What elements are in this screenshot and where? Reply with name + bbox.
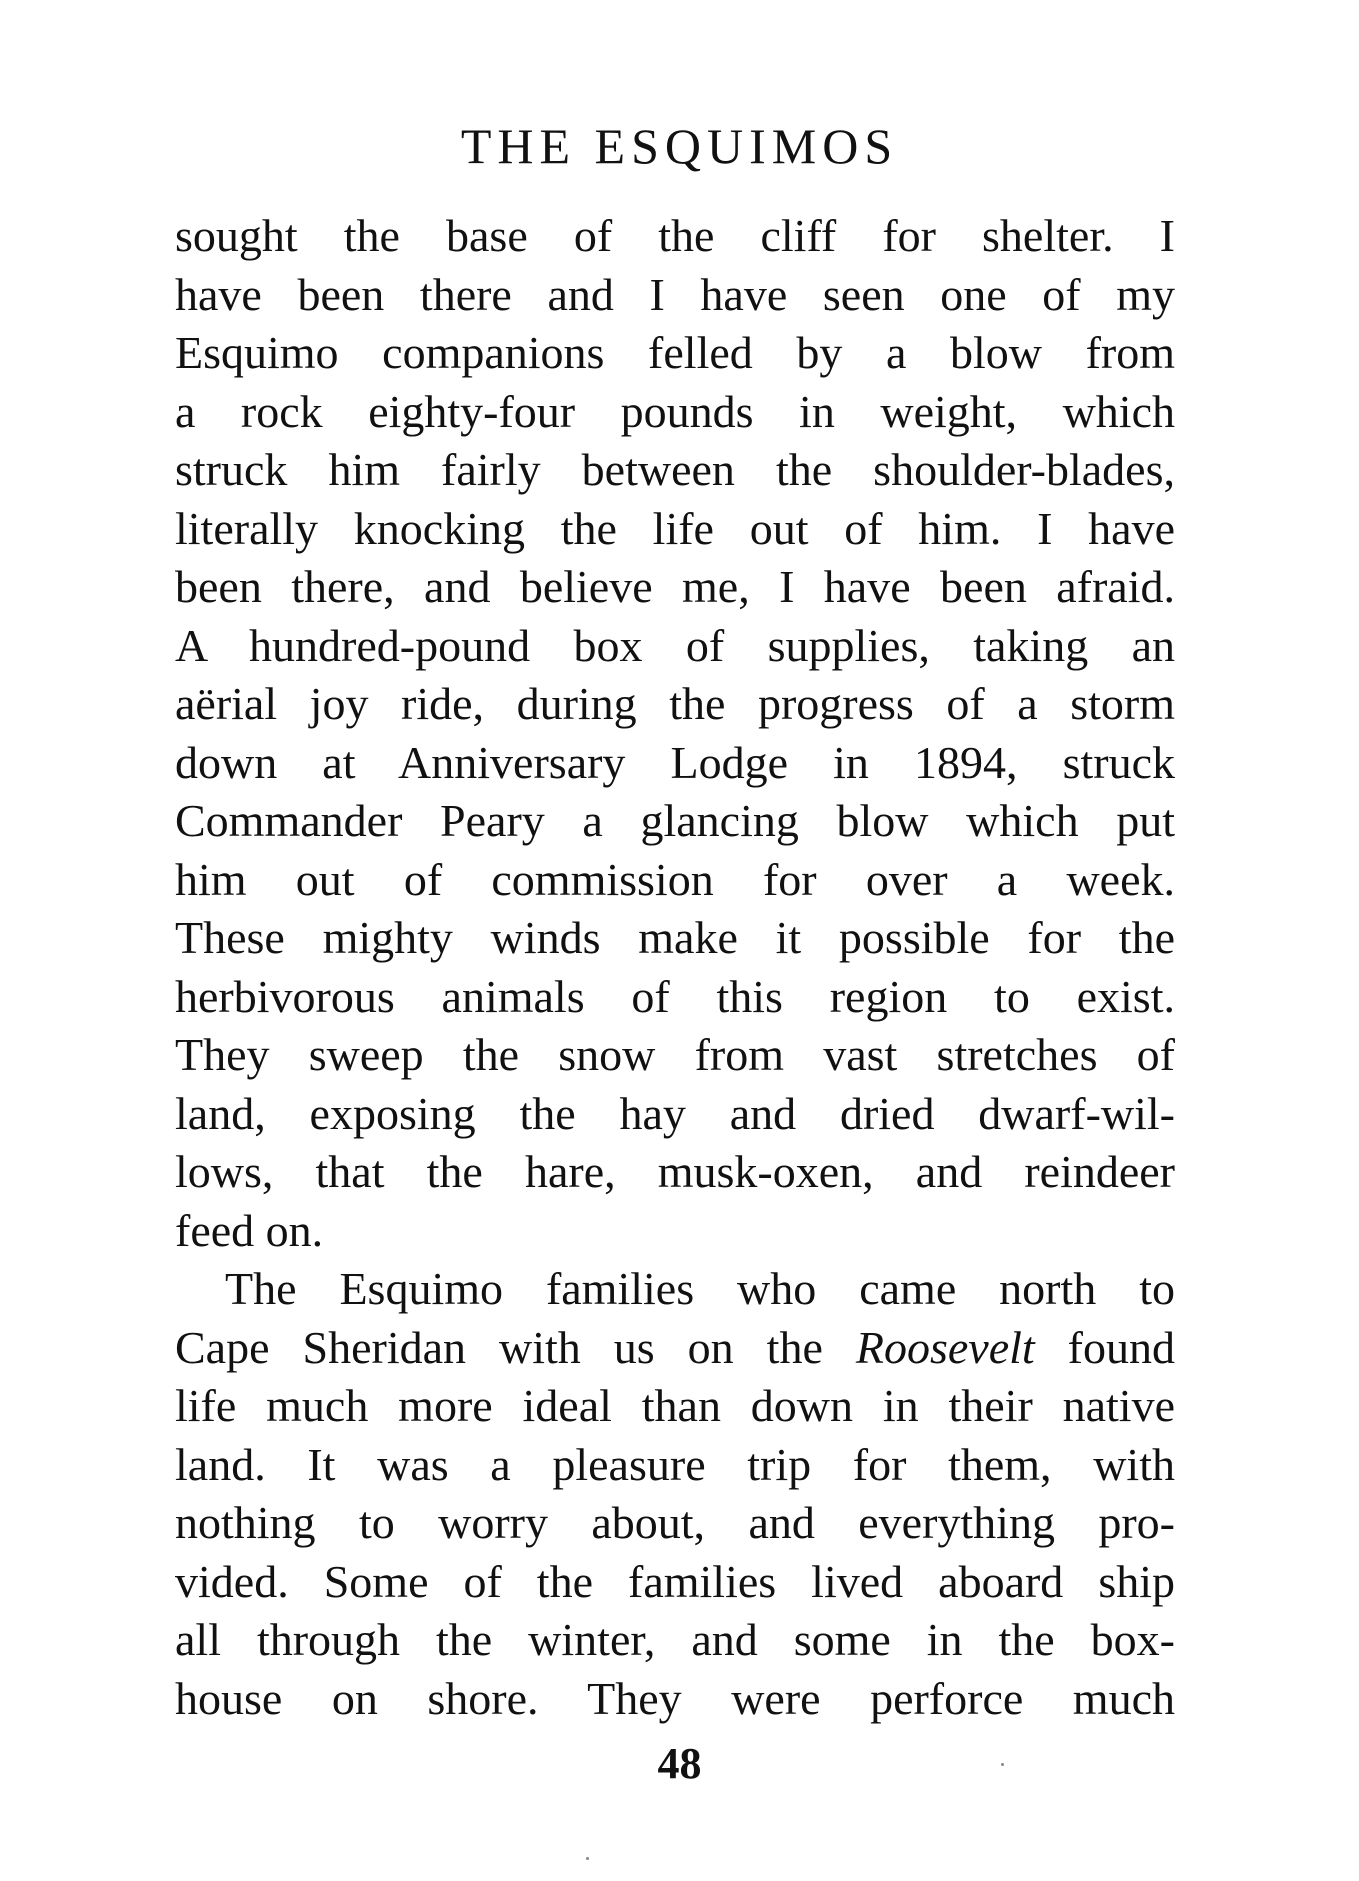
page-number: 48 — [657, 1739, 702, 1788]
text-line: land, exposing the hay and dried dwarf-wil- — [175, 1087, 1175, 1139]
text-line: feed on. — [175, 1204, 324, 1256]
body-text — [175, 207, 1175, 1728]
text-line: lows, that the hare, musk-oxen, and reindeer — [175, 1146, 1175, 1197]
text-line: Commander Peary a glancing blow which put — [175, 795, 1175, 846]
ship-name: Roosevelt — [855, 1321, 1035, 1373]
text-line: literally knocking the life out of him. I have — [175, 502, 1175, 554]
text-line: sought the base of the cliff for shelter. I — [175, 210, 1175, 261]
text-line: aërial joy ride, during the progress of a storm — [175, 678, 1175, 729]
text-line: A hundred-pound box of supplies, taking an — [175, 619, 1175, 671]
text-line: nothing to worry about, and everything pro- — [175, 1497, 1175, 1548]
text-line: down at Anniversary Lodge in 1894, struck — [175, 736, 1175, 788]
paragraph-first-line: The Esquimo families who came north to — [225, 1263, 1175, 1314]
text-line: life much more ideal than down in their native — [175, 1380, 1175, 1431]
text-line: These mighty winds make it possible for the — [175, 912, 1175, 963]
text-line: been there, and believe me, I have been afraid. — [175, 561, 1175, 612]
text-line: struck him fairly between the shoulder-blades, — [175, 444, 1175, 495]
text-line: all through the winter, and some in the box- — [175, 1614, 1175, 1665]
print-speck — [1001, 1763, 1004, 1766]
text-line: have been there and I have seen one of my — [175, 268, 1175, 320]
text-segment: Cape Sheridan with us on the — [175, 1321, 856, 1373]
text-segment: found — [1034, 1321, 1175, 1373]
print-speck — [586, 1857, 589, 1860]
text-line: land. It was a pleasure trip for them, with — [175, 1438, 1175, 1490]
text-line: Esquimo companions felled by a blow from — [175, 327, 1175, 378]
text-line: They sweep the snow from vast stretches of — [175, 1029, 1175, 1080]
text-line: vided. Some of the families lived aboard ship — [175, 1555, 1175, 1607]
text-line: house on shore. They were perforce much — [175, 1672, 1175, 1724]
text-line: a rock eighty-four pounds in weight, which — [175, 385, 1175, 437]
text-line: him out of commission for over a week. — [175, 853, 1175, 905]
text-line-with-ship-name — [175, 1319, 1175, 1378]
running-head: THE ESQUIMOS — [460, 118, 899, 174]
text-line: herbivorous animals of this region to exist. — [175, 970, 1175, 1022]
